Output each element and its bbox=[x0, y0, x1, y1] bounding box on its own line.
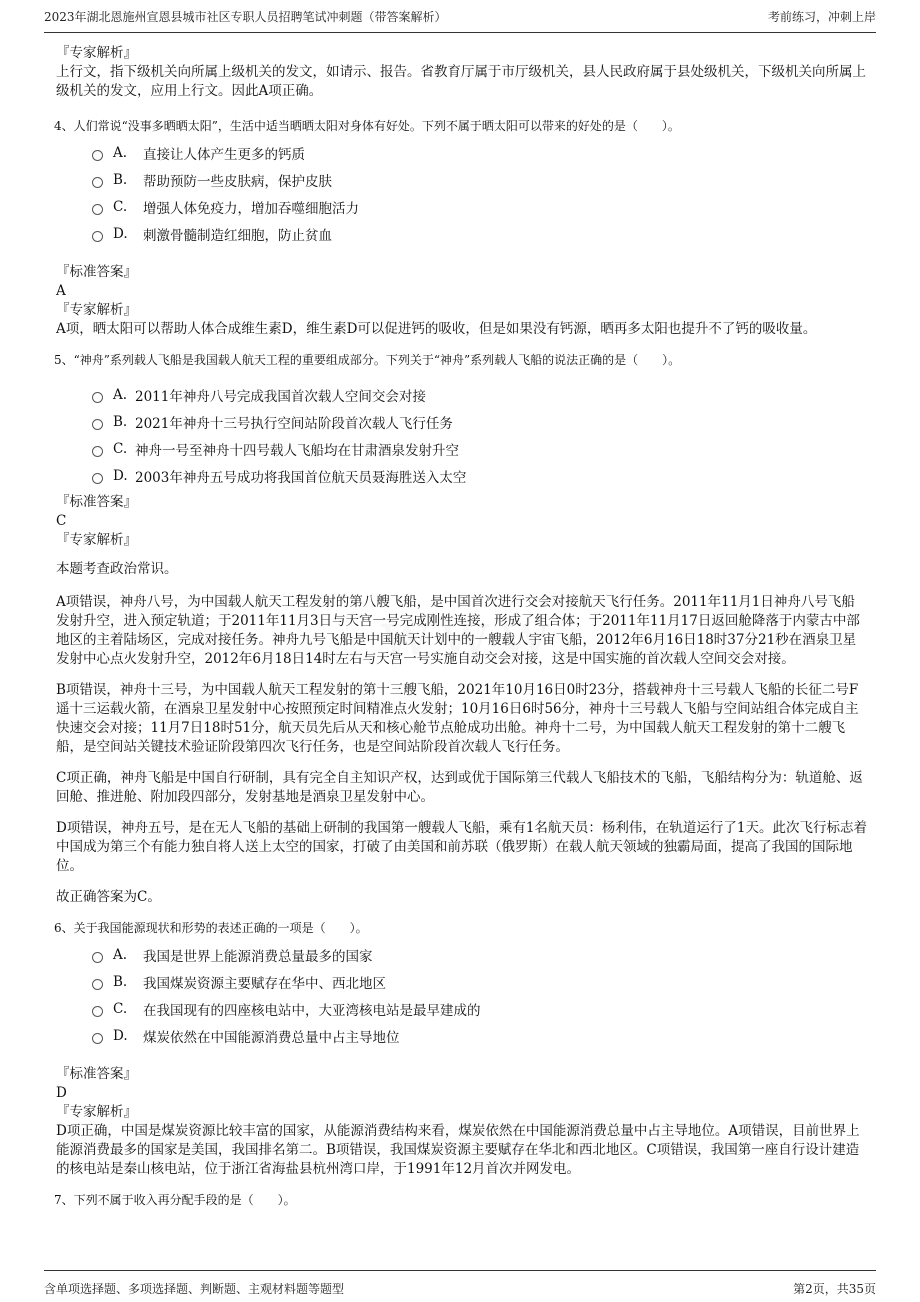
radio-icon[interactable] bbox=[92, 392, 103, 403]
page-header bbox=[44, 8, 876, 33]
q6-options bbox=[56, 941, 868, 1049]
option-key: D. bbox=[113, 225, 128, 242]
q6-question: 6、关于我国能源现状和形势的表述正确的一项是（ ）。 bbox=[54, 921, 368, 935]
question-6 bbox=[56, 919, 868, 1179]
q4-option-c[interactable] bbox=[92, 193, 868, 220]
q4-analysis-text: A项，晒太阳可以帮助人体合成维生素D，维生素D可以促进钙的吸收，但是如果没有钙源，晒再多太阳也提升不了钙的吸收量。 bbox=[56, 321, 817, 337]
option-key: B. bbox=[113, 413, 128, 430]
q5-option-c[interactable] bbox=[92, 435, 868, 462]
expert-analysis-label: 『专家解析』 bbox=[56, 302, 137, 318]
radio-icon[interactable] bbox=[92, 1033, 103, 1044]
radio-icon[interactable] bbox=[92, 177, 103, 188]
header-slogan: 考前练习，冲刺上岸 bbox=[767, 10, 876, 24]
standard-answer-label: 『标准答案』 bbox=[56, 494, 137, 510]
radio-icon[interactable] bbox=[92, 473, 103, 484]
q5-option-d[interactable] bbox=[92, 462, 868, 489]
page-footer bbox=[44, 1270, 876, 1297]
q3-analysis-block bbox=[56, 44, 868, 101]
radio-icon[interactable] bbox=[92, 952, 103, 963]
document-title: 2023年湖北恩施州宣恩县城市社区专职人员招聘笔试冲刺题（带答案解析） bbox=[44, 10, 447, 24]
q3-analysis-text: 上行文，指下级机关向所属上级机关的发文，如请示、报告。省教育厅属于市厅级机关，县人民政府属于县处级机关，下级机关向所属上级机关的发文，应用上行文。因此A项正确。 bbox=[56, 64, 866, 99]
option-text: 我国煤炭资源主要赋存在华中、西北地区 bbox=[143, 975, 386, 992]
q5-para-d: D项错误，神舟五号，是在无人飞船的基础上研制的我国第一艘载人飞船，乘有1名航天员：杨利伟，在轨道运行了1天。此次飞行标志着中国成为第三个有能力独自将人送上太空的国家，打破了由美国和前苏联（俄罗斯）在载人航天领域的独霸局面，提高了我国的国际地位。 bbox=[56, 820, 868, 874]
radio-icon[interactable] bbox=[92, 419, 103, 430]
option-key: D. bbox=[113, 467, 128, 484]
q5-answer-block bbox=[56, 493, 868, 907]
option-text: 直接让人体产生更多的钙质 bbox=[143, 146, 305, 163]
option-text: 2003年神舟五号成功将我国首位航天员聂海胜送入太空 bbox=[135, 469, 467, 486]
q4-options bbox=[56, 139, 868, 247]
q6-answer-block bbox=[56, 1065, 868, 1179]
q4-answer: A bbox=[56, 283, 66, 299]
q5-intro: 本题考查政治常识。 bbox=[56, 561, 178, 577]
standard-answer-label: 『标准答案』 bbox=[56, 264, 137, 280]
q4-option-a[interactable] bbox=[92, 139, 868, 166]
q6-answer: D bbox=[56, 1085, 67, 1101]
radio-icon[interactable] bbox=[92, 979, 103, 990]
option-text: 2021年神舟十三号执行空间站阶段首次载人飞行任务 bbox=[135, 415, 453, 432]
radio-icon[interactable] bbox=[92, 231, 103, 242]
option-key: C. bbox=[113, 1000, 128, 1017]
q5-option-a[interactable] bbox=[92, 381, 868, 408]
radio-icon[interactable] bbox=[92, 446, 103, 457]
expert-analysis-label: 『专家解析』 bbox=[56, 45, 137, 61]
q5-para-c: C项正确，神舟飞船是中国自行研制，具有完全自主知识产权，达到或优于国际第三代载人飞船技术的飞船，飞船结构分为：轨道舱、返回舱、推进舱、附加段四部分，发射基地是酒泉卫星发射中心。 bbox=[56, 770, 863, 805]
option-text: 煤炭依然在中国能源消费总量中占主导地位 bbox=[143, 1029, 400, 1046]
option-key: B. bbox=[113, 171, 128, 188]
option-text: 帮助预防一些皮肤病，保护皮肤 bbox=[143, 173, 332, 190]
q7-question: 7、下列不属于收入再分配手段的是（ ）。 bbox=[54, 1193, 296, 1207]
option-text: 在我国现有的四座核电站中，大亚湾核电站是最早建成的 bbox=[143, 1002, 481, 1019]
q5-question: 5、“神舟”系列载人飞船是我国载人航天工程的重要组成部分。下列关于“神舟”系列载人飞船的说法正确的是（ ）。 bbox=[54, 353, 681, 367]
standard-answer-label: 『标准答案』 bbox=[56, 1066, 137, 1082]
q4-answer-block bbox=[56, 263, 868, 339]
page-content bbox=[56, 36, 868, 1209]
q4-option-d[interactable] bbox=[92, 220, 868, 247]
option-text: 增强人体免疫力，增加吞噬细胞活力 bbox=[143, 200, 359, 217]
option-text: 刺激骨髓制造红细胞，防止贫血 bbox=[143, 227, 332, 244]
radio-icon[interactable] bbox=[92, 204, 103, 215]
question-5 bbox=[56, 351, 868, 907]
q5-conclusion: 故正确答案为C。 bbox=[56, 889, 161, 905]
footer-note: 含单项选择题、多项选择题、判断题、主观材料题等题型 bbox=[44, 1282, 345, 1296]
q6-option-b[interactable] bbox=[92, 968, 868, 995]
option-key: A. bbox=[113, 946, 128, 963]
q6-option-d[interactable] bbox=[92, 1022, 868, 1049]
expert-analysis-label: 『专家解析』 bbox=[56, 1104, 137, 1120]
option-key: C. bbox=[113, 440, 128, 457]
q6-option-a[interactable] bbox=[92, 941, 868, 968]
option-text: 我国是世界上能源消费总量最多的国家 bbox=[143, 948, 373, 965]
radio-icon[interactable] bbox=[92, 150, 103, 161]
expert-analysis-label: 『专家解析』 bbox=[56, 532, 137, 548]
q5-option-b[interactable] bbox=[92, 408, 868, 435]
q5-para-b: B项错误，神舟十三号，为中国载人航天工程发射的第十三艘飞船，2021年10月16日0时23分，搭载神舟十三号载人飞船的长征二号F遥十三运载火箭，在酒泉卫星发射中心按照预定时间精准点火发射；10月16日6时56分，神舟十三号载人飞船与空间站组合体完成自主快速交会对接；11月7日18时51分，航天员先后从天和核心舱节点舱成功出舱。神舟十二号，为中国载人航天工程发射的第十二艘飞船，是空间站关键技术验证阶段第四次飞行任务，也是空间站阶段首次载人飞行任务。 bbox=[56, 682, 859, 755]
q5-answer: C bbox=[56, 513, 67, 529]
option-text: 2011年神舟八号完成我国首次载人空间交会对接 bbox=[135, 388, 426, 405]
q6-analysis-text: D项正确，中国是煤炭资源比较丰富的国家，从能源消费结构来看，煤炭依然在中国能源消费总量中占主导地位。A项错误，目前世界上能源消费最多的国家是美国，我国排名第二。B项错误，我国煤炭资源主要赋存在华北和西北地区。C项错误，我国第一座自行设计建造的核电站是秦山核电站，位于浙江省海盐县杭州湾口岸，于1991年12月首次并网发电。 bbox=[56, 1123, 860, 1177]
option-text: 神舟一号至神舟十四号载人飞船均在甘肃酒泉发射升空 bbox=[135, 442, 459, 459]
question-4 bbox=[56, 117, 868, 339]
option-key: D. bbox=[113, 1027, 128, 1044]
q6-option-c[interactable] bbox=[92, 995, 868, 1022]
option-key: A. bbox=[113, 144, 128, 161]
q4-option-b[interactable] bbox=[92, 166, 868, 193]
page-number: 第2页，共35页 bbox=[793, 1282, 876, 1296]
question-7 bbox=[56, 1191, 868, 1209]
q5-options bbox=[56, 381, 868, 489]
q5-para-a: A项错误，神舟八号，为中国载人航天工程发射的第八艘飞船，是中国首次进行交会对接航天飞行任务。2011年11月1日神舟八号飞船发射升空，进入预定轨道；于2011年11月3日与天宫一号完成刚性连接，形成了组合体；于2011年11月17日返回舱降落于内蒙古中部地区的主着陆场区，完成对接任务。神舟九号飞船是中国航天计划中的一艘载人宇宙飞船，2012年6月16日18时37分21秒在酒泉卫星发射中心点火发射升空，2012年6月18日14时左右与天宫一号实施自动交会对接，这是中国实施的首次载人空间交会对接。 bbox=[56, 594, 860, 667]
option-key: B. bbox=[113, 973, 128, 990]
option-key: C. bbox=[113, 198, 128, 215]
radio-icon[interactable] bbox=[92, 1006, 103, 1017]
q4-question: 4、人们常说“没事多晒晒太阳”，生活中适当晒晒太阳对身体有好处。下列不属于晒太阳可以带来的好处的是（ ）。 bbox=[54, 119, 680, 133]
option-key: A. bbox=[113, 386, 128, 403]
